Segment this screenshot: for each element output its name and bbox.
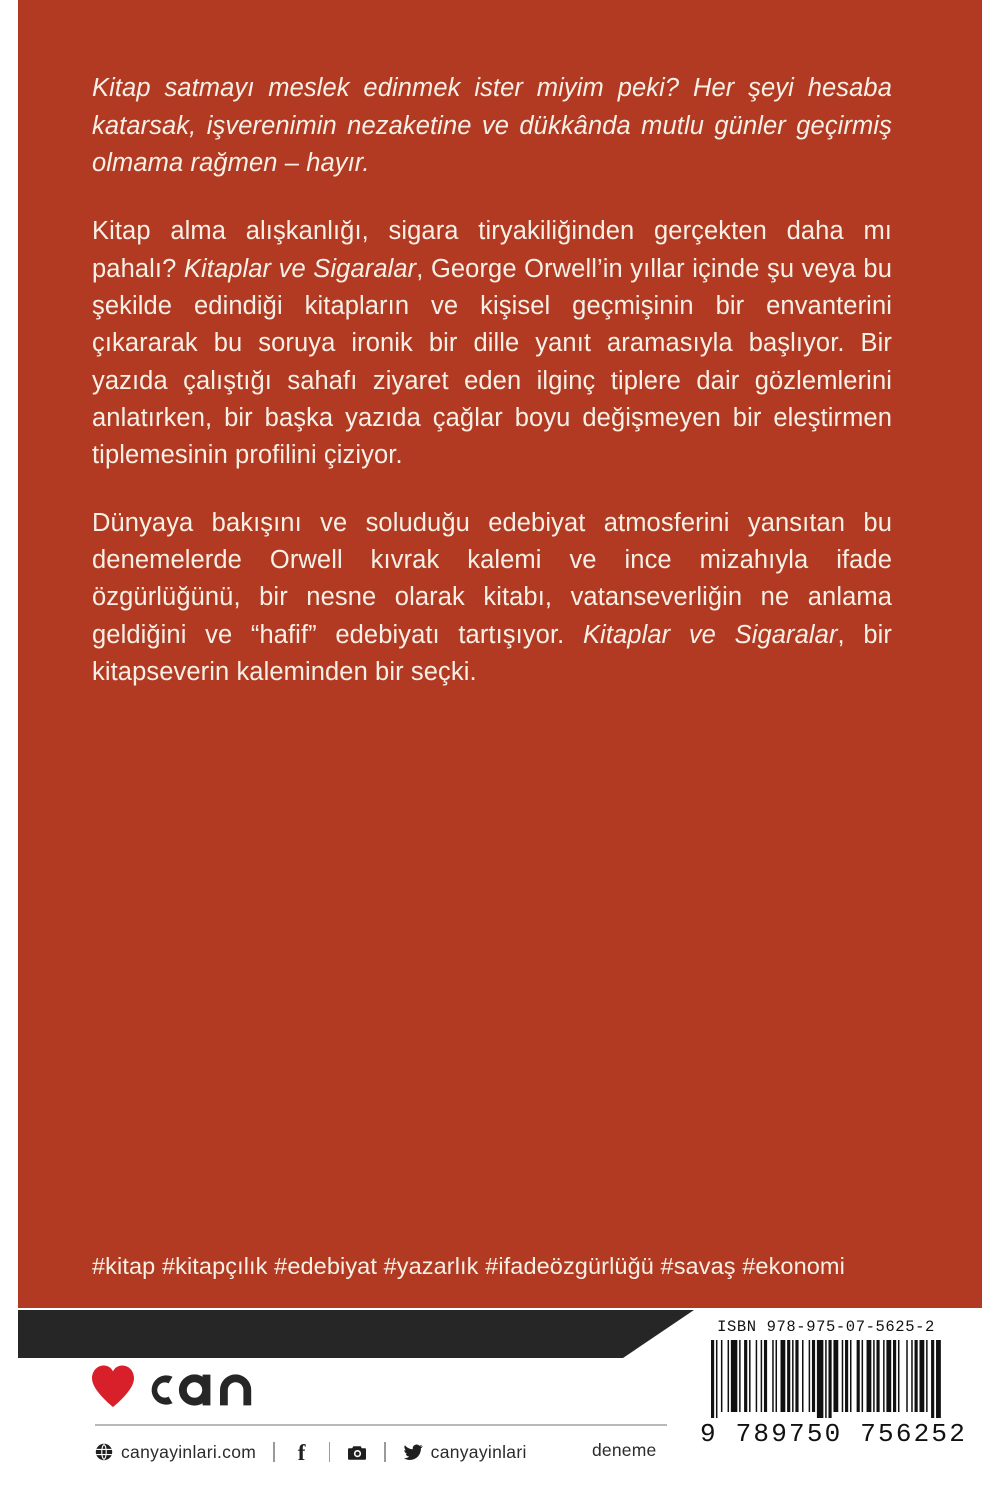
blurb-p2-book-title: Kitaplar ve Sigaralar: [183, 254, 417, 283]
isbn-text: ISBN 978-975-07-5625-2: [717, 1318, 935, 1336]
globe-icon[interactable]: [94, 1442, 114, 1462]
separator-2: [329, 1442, 331, 1462]
social-handle[interactable]: canyayinlari: [430, 1441, 527, 1462]
blurb-p3-part2: , bir kitapseverin kaleminden bir seçki.: [92, 620, 892, 686]
publisher-logo: [90, 1358, 260, 1414]
separator-1: [273, 1442, 275, 1462]
separator-3: [384, 1442, 386, 1462]
blurb-lead-quote: Kitap satmayı meslek edinmek ister miyim peki? Her şeyi hesaba katarsak, işverenimin nezaketine ve dükkânda mutlu günler geçirmiş olmama rağmen – hayır.: [92, 74, 892, 178]
blurb-paragraph-3: [92, 505, 892, 692]
website-url[interactable]: canyayinlari.com: [121, 1441, 257, 1462]
barcode-bars: [711, 1340, 941, 1418]
black-angled-bar: [18, 1310, 694, 1358]
twitter-icon[interactable]: [403, 1442, 423, 1462]
blurb-p2-part2: , George Orwell’in yıllar içinde şu veya bu şekilde edindiği kitapların ve kişisel geçmişinin bir envanterini çıkararak bu soruya ironik bir dille yanıt aramasıyla başlıyor. Bir yazıda çalıştığı sahafı ziyaret eden ilginç tiplere dair gözlemlerini anlatırken, bir başka yazıda çağlar boyu değişmeyen bir eleştirmen tiplemesinin profilini çiziyor.: [92, 254, 892, 470]
blurb-p3-part1: Dünyaya bakışını ve soluduğu edebiyat atmosferini yansıtan bu denemelerde Orwell kıvrak kalemi ve ince mizahıyla ifade özgürlüğünü, bir nesne olarak kitabı, vatanseverliğin ne anlama geldiğini ve “hafif” edebiyatı tartışıyor.: [92, 508, 892, 649]
hashtag-keywords: #kitap #kitapçılık #edebiyat #yazarlık #ifadeözgürlüğü #savaş #ekonomi: [92, 1253, 845, 1279]
instagram-icon[interactable]: [347, 1442, 367, 1462]
genre-label: deneme: [592, 1440, 657, 1460]
isbn-barcode-block: [700, 1318, 968, 1449]
footer-divider: [95, 1424, 667, 1426]
heart-icon: [90, 1364, 136, 1408]
blurb-p3-book-title: Kitaplar ve Sigaralar: [582, 620, 838, 649]
barcode-digits: 9 789750 756252: [700, 1419, 968, 1449]
blurb-paragraph-2: [92, 213, 892, 474]
publisher-contact-row: [94, 1437, 527, 1467]
blurb-text-block: [92, 70, 892, 691]
blurb-p2-part1: Kitap alma alışkanlığı, sigara tiryakiliğinden gerçekten daha mı pahalı?: [92, 217, 892, 283]
can-wordmark: [142, 1362, 260, 1410]
facebook-icon[interactable]: f: [297, 1439, 306, 1465]
